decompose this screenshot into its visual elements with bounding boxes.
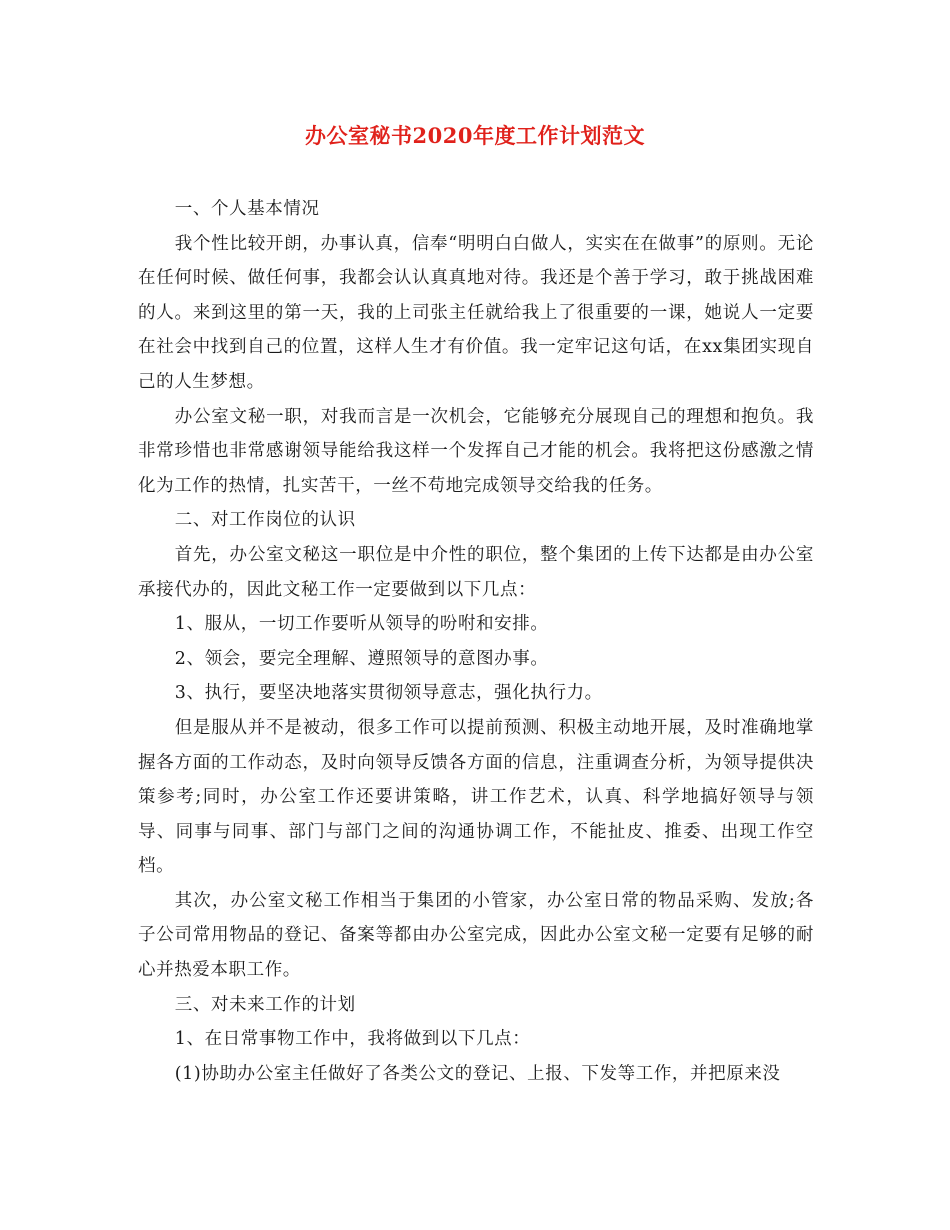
paragraph: 首先，办公室文秘这一职位是中介性的职位，整个集团的上传下达都是由办公室承接代办的，因此文秘工作一定要做到以下几点： [138, 544, 814, 600]
list-item: (1)协助办公室主任做好了各类公文的登记、上报、下发等工作，并把原来没 [174, 1063, 781, 1084]
paragraph: 但是服从并不是被动，很多工作可以提前预测、积极主动地开展，及时准确地掌握各方面的工作动态，及时向领导反馈各方面的信息，注重调查分析，为领导提供决策参考;同时，办公室工作还要讲策略，讲工作艺术，认真、科学地搞好领导与领导、同事与同事、部门与部门之间的沟通协调工作，不能扯皮、推委、出现工作空档。 [138, 717, 814, 877]
paragraph: 其次，办公室文秘工作相当于集团的小管家，办公室日常的物品采购、发放;各子公司常用物品的登记、备案等都由办公室完成，因此办公室文秘一定要有足够的耐心并热爱本职工作。 [138, 890, 814, 981]
document-body [138, 192, 814, 1091]
document-title: 办公室秘书2020年度工作计划范文 [305, 123, 645, 148]
list-item: 1、服从，一切工作要听从领导的吩咐和安排。 [174, 614, 549, 635]
section-heading-3: 三、对未来工作的计划 [174, 994, 356, 1015]
list-item: 3、执行，要坚决地落实贯彻领导意志，强化执行力。 [174, 683, 603, 704]
list-item: 1、在日常事物工作中，我将做到以下几点： [174, 1029, 531, 1050]
paragraph: 我个性比较开朗，办事认真，信奉“明明白白做人，实实在在做事”的原则。无论在任何时候、做任何事，我都会认认真真地对待。我还是个善于学习，敢于挑战困难的人。来到这里的第一天，我的上司张主任就给我上了很重要的一课，她说人一定要在社会中找到自己的位置，这样人生才有价值。我一定牢记这句话，在xx集团实现自己的人生梦想。 [138, 233, 814, 392]
section-heading-2: 二、对工作岗位的认识 [174, 510, 356, 531]
paragraph: 办公室文秘一职，对我而言是一次机会，它能够充分展现自己的理想和抱负。我非常珍惜也非常感谢领导能给我这样一个发挥自己才能的机会。我将把这份感激之情化为工作的热情，扎实苦干，一丝不苟地完成领导交给我的任务。 [138, 406, 814, 496]
list-item: 2、领会，要完全理解、遵照领导的意图办事。 [174, 648, 549, 669]
section-heading-1: 一、个人基本情况 [174, 199, 320, 219]
